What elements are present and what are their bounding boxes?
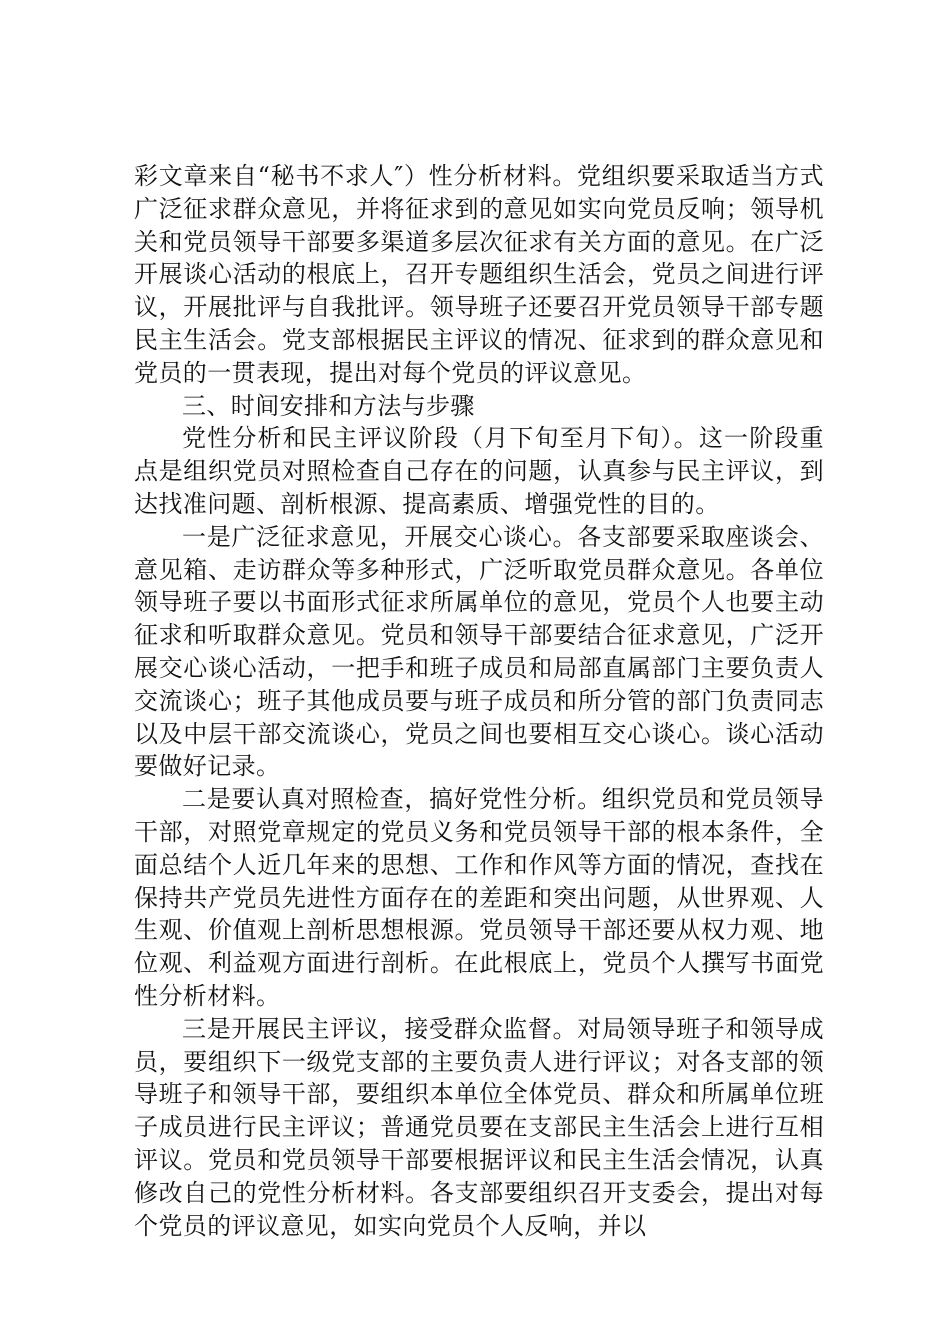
section-heading: 三、时间安排和方法与步骤 (182, 391, 475, 420)
paragraph-step-one: 一是广泛征求意见，开展交心谈心。各支部要采取座谈会、意见箱、走访群众等多种形式，广泛听取党员群众意见。各单位领导班子要以书面形式征求所属单位的意见，党员个人也要主动征求和听取群众意见。党员和领导干部要结合征求意见，广泛开展交心谈心活动，一把手和班子成员和局部直属部门主要负责人交流谈心；班子其他成员要与班子成员和所分管的部门负责同志以及中层干部交流谈心，党员之间也要相互交心谈心。谈心活动要做好记录。 (134, 522, 824, 781)
paragraph-step-two: 二是要认真对照检查，搞好党性分析。组织党员和党员领导干部，对照党章规定的党员义务和党员领导干部的根本条件，全面总结个人近几年来的思想、工作和作风等方面的情况，查找在保持共产党员先进性方面存在的差距和突出问题，从世界观、人生观、价值观上剖析思想根源。党员领导干部还要从权力观、地位观、利益观方面进行剖析。在此根底上，党员个人撰写书面党性分析材料。 (134, 785, 824, 1010)
paragraph-continuation: 彩文章来自“秘书不求人″）性分析材料。党组织要采取适当方式广泛征求群众意见，并将征求到的意见如实向党员反响；领导机关和党员领导干部要多渠道多层次征求有关方面的意见。在广泛开展谈心活动的根底上，召开专题组织生活会，党员之间进行评议，开展批评与自我批评。领导班子还要召开党员领导干部专题民主生活会。党支部根据民主评议的情况、征求到的群众意见和党员的一贯表现，提出对每个党员的评议意见。 (134, 162, 824, 387)
paragraph-step-three: 三是开展民主评议，接受群众监督。对局领导班子和领导成员，要组织下一级党支部的主要负责人进行评议；对各支部的领导班子和领导干部，要组织本单位全体党员、群众和所属单位班子成员进行民主评议；普通党员要在支部民主生活会上进行互相评议。党员和党员领导干部要根据评议和民主生活会情况，认真修改自己的党性分析材料。各支部要组织召开支委会，提出对每个党员的评议意见，如实向党员个人反响，并以 (134, 1014, 824, 1240)
paragraph-phase: 党性分析和民主评议阶段（月下旬至月下旬）。这一阶段重点是组织党员对照检查自己存在的问题，认真参与民主评议，到达找准问题、剖析根源、提高素质、增强党性的目的。 (134, 424, 824, 518)
document-body (134, 160, 824, 1242)
